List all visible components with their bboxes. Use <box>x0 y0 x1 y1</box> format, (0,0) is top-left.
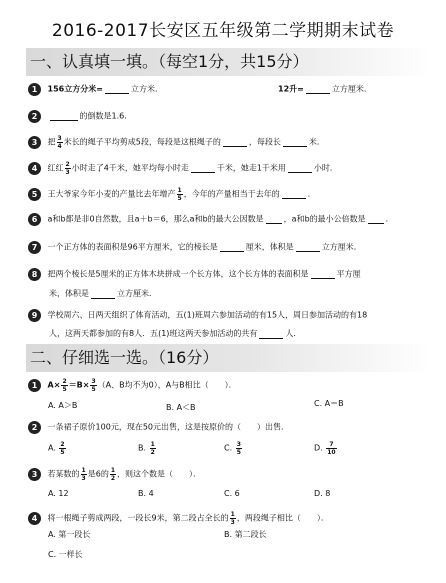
fraction: $\frac{2}{5}$ <box>62 378 67 393</box>
question-text: 米，体积是 <box>49 289 89 298</box>
question-1-9-continued <box>49 328 301 341</box>
fraction: $\frac{2}{3}$ <box>65 161 70 176</box>
question-text: 米长的绳子平均剪成5段，每段是这根绳子的 <box>63 137 221 147</box>
option-b[interactable]: B. $\frac{1}{2}$ <box>138 441 155 456</box>
question-text: 厘米，体积是 <box>245 242 294 252</box>
question-text: 米． <box>308 137 325 147</box>
answer-blank[interactable] <box>220 243 244 252</box>
question-2-3 <box>28 467 201 482</box>
answer-blank[interactable] <box>191 164 215 173</box>
question-text: ＝B× <box>68 380 90 390</box>
question-text: 立方米． <box>130 84 163 94</box>
fraction: $\frac{3}{5}$ <box>236 441 241 456</box>
question-1-9 <box>28 309 367 322</box>
question-text: ，每段长 <box>248 137 281 147</box>
question-number: 6 <box>28 213 41 226</box>
question-number: 3 <box>28 136 41 149</box>
question-1-8 <box>28 268 361 281</box>
question-text: 把 <box>47 137 56 147</box>
question-1-6 <box>28 213 394 226</box>
question-number: 9 <box>28 309 41 322</box>
question-text: 学校周六、日两天组织了体育活动，五(1)班周六参加活动的有15人，周日参加活动的有18 <box>47 310 368 320</box>
answer-blank[interactable] <box>282 190 306 199</box>
question-2-4 <box>28 511 329 526</box>
option-a[interactable]: A. 第一段长 <box>48 530 91 539</box>
answer-blank[interactable] <box>311 270 335 279</box>
question-text: 王大爷家今年小麦的产量比去年增产 <box>47 189 176 199</box>
fraction: $\frac{3}{4}$ <box>57 135 62 150</box>
question-number: 5 <box>28 188 41 201</box>
question-text: 立方厘米． <box>117 289 157 298</box>
question-1-4 <box>28 161 338 176</box>
question-number: 4 <box>28 162 41 175</box>
fraction: $\frac{1}{3}$ <box>230 511 235 526</box>
option-d[interactable]: D. 8 <box>314 489 331 498</box>
answer-blank[interactable] <box>91 290 115 299</box>
question-text: 小时． <box>313 163 338 173</box>
answer-blank[interactable] <box>296 243 320 252</box>
question-text: 小时走了4千米，她平均每小时走 <box>71 163 189 173</box>
question-text: 156立方分米= <box>47 84 103 94</box>
question-number: 3 <box>28 468 41 481</box>
option-c[interactable]: C. 一样长 <box>48 550 83 559</box>
fraction: $\frac{1}{2}$ <box>150 441 155 456</box>
answer-blank[interactable] <box>306 85 330 94</box>
option-c[interactable]: C. 6 <box>224 489 240 498</box>
question-text: 把两个棱长是5厘米的正方体木块拼成一个长方体，这个长方体的表面积是 <box>47 269 309 279</box>
question-text: （A、B均不为0），A与B相比（ ）． <box>97 380 237 390</box>
question-number: 1 <box>28 379 41 392</box>
question-1-3 <box>28 135 325 150</box>
question-text: 人． <box>285 329 302 338</box>
question-number: 2 <box>28 110 41 123</box>
fraction: $\frac{1}{2}$ <box>110 467 116 482</box>
option-b[interactable]: B. 4 <box>138 489 154 498</box>
option-b[interactable]: B. A＜B <box>166 403 196 412</box>
answer-blank[interactable] <box>50 112 78 121</box>
question-text: a和b都是非0自然数，且a＋b＝6，那么a和b的最大公因数是 <box>47 214 264 224</box>
question-1-7 <box>28 241 362 254</box>
question-text: 若某数的 <box>47 469 80 479</box>
question-text: 平方厘 <box>336 269 361 279</box>
question-1-2 <box>28 110 132 123</box>
question-text: 立方厘米． <box>331 84 372 94</box>
fraction: $\frac{7}{10}$ <box>327 441 336 456</box>
question-text: ，今年的产量相当于去年的 <box>183 189 280 199</box>
option-d[interactable]: D. $\frac{7}{10}$ <box>314 441 336 456</box>
option-a[interactable]: A. A＞B <box>48 401 78 410</box>
fraction: $\frac{1}{5}$ <box>177 187 182 202</box>
question-number: 8 <box>28 268 41 281</box>
answer-blank[interactable] <box>266 215 282 224</box>
question-text: 将一根绳子剪成两段，一段长9米，第二段占全长的 <box>47 513 229 523</box>
question-text: ，则这个数是（ ）． <box>117 469 202 479</box>
question-text: 一条裙子原价100元，现在50元出售，这是按原价的（ ）出售． <box>47 422 289 432</box>
question-1-5 <box>28 187 316 202</box>
section-1-heading: 一、认真填一填。（每空1分，共15分） <box>26 48 432 76</box>
fraction: $\frac{1}{3}$ <box>81 467 86 482</box>
question-text: ，a和b的最小公倍数是 <box>283 214 366 224</box>
question-text: 是6的 <box>87 469 109 479</box>
option-b[interactable]: B. 第二段长 <box>224 530 267 539</box>
question-text: ． <box>307 189 316 199</box>
answer-blank[interactable] <box>288 164 312 173</box>
question-text: ． <box>385 214 394 224</box>
answer-blank[interactable] <box>223 138 247 147</box>
question-1-1 <box>28 83 372 96</box>
option-c[interactable]: C. A＝B <box>314 399 344 408</box>
option-a[interactable]: A. 12 <box>48 489 69 498</box>
question-text: 的倒数是1.6． <box>79 111 133 121</box>
page-title: 2016-2017长安区五年级第二学期期末试卷 <box>51 21 395 41</box>
option-a[interactable]: A. $\frac{2}{5}$ <box>48 441 65 456</box>
question-text: A× <box>47 380 61 390</box>
question-2-2 <box>28 421 289 434</box>
answer-blank[interactable] <box>368 215 384 224</box>
question-text: 12升= <box>278 84 304 94</box>
question-number: 1 <box>28 83 41 96</box>
question-text: 立方厘米． <box>321 242 362 252</box>
question-2-1 <box>28 378 237 393</box>
question-number: 4 <box>28 512 41 525</box>
section-2-heading: 二、仔细选一选。（16分） <box>26 344 432 372</box>
fraction: $\frac{3}{5}$ <box>91 378 96 393</box>
answer-blank[interactable] <box>283 138 307 147</box>
question-text: 人，这两天都参加的有8人．五(1)班这两天参加活动的共有 <box>49 329 258 338</box>
question-text: 一个正方体的表面积是96平方厘米，它的棱长是 <box>47 242 218 252</box>
question-number: 2 <box>28 421 41 434</box>
fraction: $\frac{2}{5}$ <box>60 441 65 456</box>
answer-blank[interactable] <box>259 330 283 339</box>
question-text: 千米，她走1千米用 <box>216 163 286 173</box>
question-text: ，两段绳子相比（ ）． <box>236 513 329 523</box>
question-text: 红红 <box>47 163 64 173</box>
question-1-8-continued <box>49 288 157 301</box>
option-c[interactable]: C. $\frac{3}{5}$ <box>224 441 241 456</box>
question-number: 7 <box>28 241 41 254</box>
answer-blank[interactable] <box>105 85 129 94</box>
